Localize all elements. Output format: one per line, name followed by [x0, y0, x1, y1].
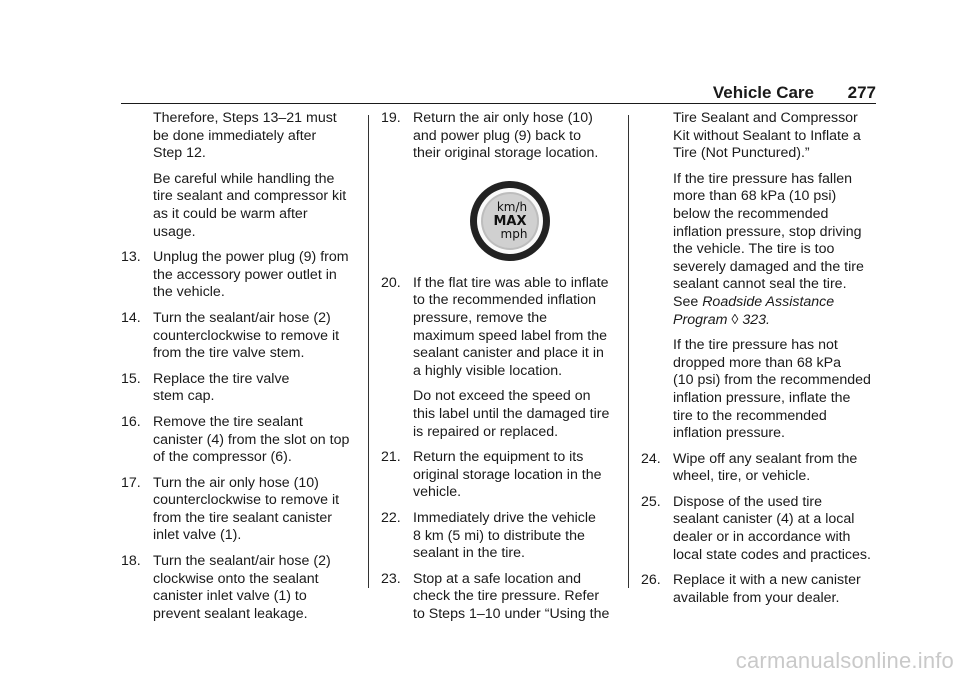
- text-line: counterclockwise to remove it: [153, 327, 340, 344]
- step-number: 15.: [121, 370, 141, 387]
- text-line: Step 12.: [153, 145, 206, 162]
- step-15: [121, 371, 357, 406]
- text-line: pressure, remove the: [413, 309, 548, 326]
- continued-step-23: [641, 110, 881, 163]
- text-line: and power plug (9) back to: [413, 127, 581, 144]
- period: .: [766, 311, 770, 328]
- max-speed-label-figure: [381, 179, 617, 263]
- text-line: inflation pressure, stop driving: [673, 223, 862, 240]
- text-line: below the recommended: [673, 205, 829, 222]
- text-line: to Steps 1–10 under “Using the: [413, 605, 610, 622]
- text-line: Immediately drive the vehicle: [413, 509, 596, 526]
- text-line: of the compressor (6).: [153, 449, 292, 466]
- step-16: [121, 414, 357, 467]
- text-line: from the tire valve stem.: [153, 345, 305, 362]
- program-link[interactable]: Program: [673, 311, 728, 328]
- step-number: 14.: [121, 309, 141, 326]
- text-line: clockwise onto the sealant: [153, 570, 319, 587]
- see-reference-line: [673, 294, 881, 312]
- step-number: 20.: [381, 274, 401, 291]
- text-line: Tire Sealant and Compressor: [673, 110, 858, 126]
- text-line: Stop at a safe location and: [413, 570, 582, 587]
- text-line: If the flat tire was able to inflate: [413, 274, 609, 291]
- text-line: sealant canister and place it in: [413, 345, 604, 362]
- text-line: inflation pressure, inflate the: [673, 389, 851, 406]
- text-line: Be careful while handling the: [153, 170, 335, 187]
- step-24: [641, 451, 881, 486]
- text-line: Turn the sealant/air hose (2): [153, 309, 331, 326]
- label-unit-mph: mph: [500, 226, 528, 241]
- column-1: [121, 110, 357, 631]
- page-number: 277: [847, 83, 876, 102]
- header-rule: [121, 103, 876, 104]
- text-line: wheel, tire, or vehicle.: [673, 468, 811, 485]
- text-line: If the tire pressure has not: [673, 337, 838, 354]
- step-number: 19.: [381, 110, 401, 126]
- text-line: the vehicle.: [153, 284, 225, 301]
- text-line: check the tire pressure. Refer: [413, 588, 600, 605]
- text-line: tire sealant and compressor kit: [153, 188, 347, 205]
- continued-paragraph: [121, 110, 357, 163]
- text-line: vehicle.: [413, 484, 462, 501]
- pressure-not-dropped-paragraph: [641, 337, 881, 443]
- step-25: [641, 494, 881, 564]
- step-20-note: [381, 388, 617, 441]
- text-line: stem cap.: [153, 388, 215, 405]
- text-line: inflation pressure.: [673, 425, 785, 442]
- text-line: the accessory power outlet in: [153, 266, 337, 283]
- page-reference-icon: ◊: [731, 311, 739, 328]
- text-line: Return the equipment to its: [413, 449, 584, 466]
- text-line: tire to the recommended: [673, 407, 827, 424]
- text-line: more than 68 kPa (10 psi): [673, 188, 837, 205]
- text-line: this label until the damaged tire: [413, 405, 610, 422]
- step-26: [641, 572, 881, 607]
- step-number: 13.: [121, 249, 141, 266]
- column-3: [641, 110, 881, 615]
- see-reference-line: [673, 312, 881, 330]
- speed-label-icon: [468, 179, 552, 263]
- step-number: 16.: [121, 413, 141, 430]
- text-line: inlet valve (1).: [153, 527, 242, 544]
- label-unit-kmh: km/h: [496, 199, 528, 214]
- pressure-fallen-paragraph: [641, 171, 881, 329]
- text-line: sealant in the tire.: [413, 545, 525, 562]
- text-line: Unplug the power plug (9) from: [153, 249, 349, 266]
- text-line: If the tire pressure has fallen: [673, 170, 853, 187]
- text-line: Remove the tire sealant: [153, 413, 303, 430]
- text-line: Wipe off any sealant from the: [673, 450, 858, 467]
- step-number: 22.: [381, 509, 401, 526]
- text-line: from the tire sealant canister: [153, 509, 332, 526]
- step-number: 17.: [121, 474, 141, 491]
- step-19: [381, 110, 617, 163]
- text-line: Kit without Sealant to Inflate a: [673, 127, 861, 144]
- step-number: 24.: [641, 450, 661, 467]
- column-2: [381, 110, 617, 631]
- step-20: [381, 275, 617, 381]
- step-number: 26.: [641, 572, 661, 589]
- text-line: a highly visible location.: [413, 362, 563, 379]
- caution-paragraph: [121, 171, 357, 241]
- text-line: original storage location in the: [413, 466, 602, 483]
- watermark: carmanualsonline.info: [735, 648, 954, 673]
- step-number: 25.: [641, 493, 661, 510]
- text-line: prevent sealant leakage.: [153, 605, 308, 622]
- text-line: canister inlet valve (1) to: [153, 588, 307, 605]
- text-line: available from your dealer.: [673, 589, 840, 606]
- step-22: [381, 510, 617, 563]
- label-max: MAX: [493, 213, 527, 229]
- step-number: 23.: [381, 570, 401, 587]
- text-line: their original storage location.: [413, 145, 599, 162]
- column-divider-2: [628, 115, 629, 588]
- text-line: maximum speed label from the: [413, 327, 607, 344]
- text-line: sealant canister (4) at a local: [673, 511, 855, 528]
- step-number: 21.: [381, 449, 401, 466]
- step-number: 18.: [121, 553, 141, 570]
- text-line: canister (4) from the slot on top: [153, 431, 350, 448]
- column-divider-1: [368, 115, 369, 588]
- text-line: Replace the tire valve: [153, 370, 290, 387]
- text-line: Return the air only hose (10): [413, 110, 593, 126]
- text-line: be done immediately after: [153, 127, 317, 144]
- text-line: Replace it with a new canister: [673, 572, 861, 589]
- text-line: Dispose of the used tire: [673, 493, 823, 510]
- step-23: [381, 571, 617, 624]
- text-line: Tire (Not Punctured).”: [673, 145, 810, 162]
- text-line: Do not exceed the speed on: [413, 388, 591, 405]
- text-line: to the recommended inflation: [413, 292, 596, 309]
- text-line: the vehicle. The tire is too: [673, 241, 835, 258]
- step-14: [121, 310, 357, 363]
- text-line: counterclockwise to remove it: [153, 492, 340, 509]
- text-line: local state codes and practices.: [673, 546, 871, 563]
- text-line: sealant cannot seal the tire.: [673, 276, 847, 293]
- text-line: dropped more than 68 kPa: [673, 354, 841, 371]
- text-line: severely damaged and the tire: [673, 258, 864, 275]
- step-18: [121, 553, 357, 623]
- text-line: Turn the sealant/air hose (2): [153, 553, 331, 570]
- text-line: as it could be warm after: [153, 205, 308, 222]
- step-21: [381, 449, 617, 502]
- page-header: [121, 82, 876, 102]
- text-line: 8 km (5 mi) to distribute the: [413, 527, 585, 544]
- roadside-assistance-link[interactable]: Roadside Assistance: [702, 293, 835, 310]
- step-17: [121, 475, 357, 545]
- step-13: [121, 249, 357, 302]
- text-line: usage.: [153, 223, 196, 240]
- text-line: Therefore, Steps 13–21 must: [153, 110, 337, 126]
- text-line: dealer or in accordance with: [673, 529, 851, 546]
- page-reference-number[interactable]: 323: [742, 311, 766, 328]
- section-title: Vehicle Care: [712, 83, 814, 102]
- text-line: Turn the air only hose (10): [153, 474, 319, 491]
- text-line: (10 psi) from the recommended: [673, 372, 871, 389]
- text-line: is repaired or replaced.: [413, 423, 559, 440]
- see-prefix: See: [673, 293, 703, 310]
